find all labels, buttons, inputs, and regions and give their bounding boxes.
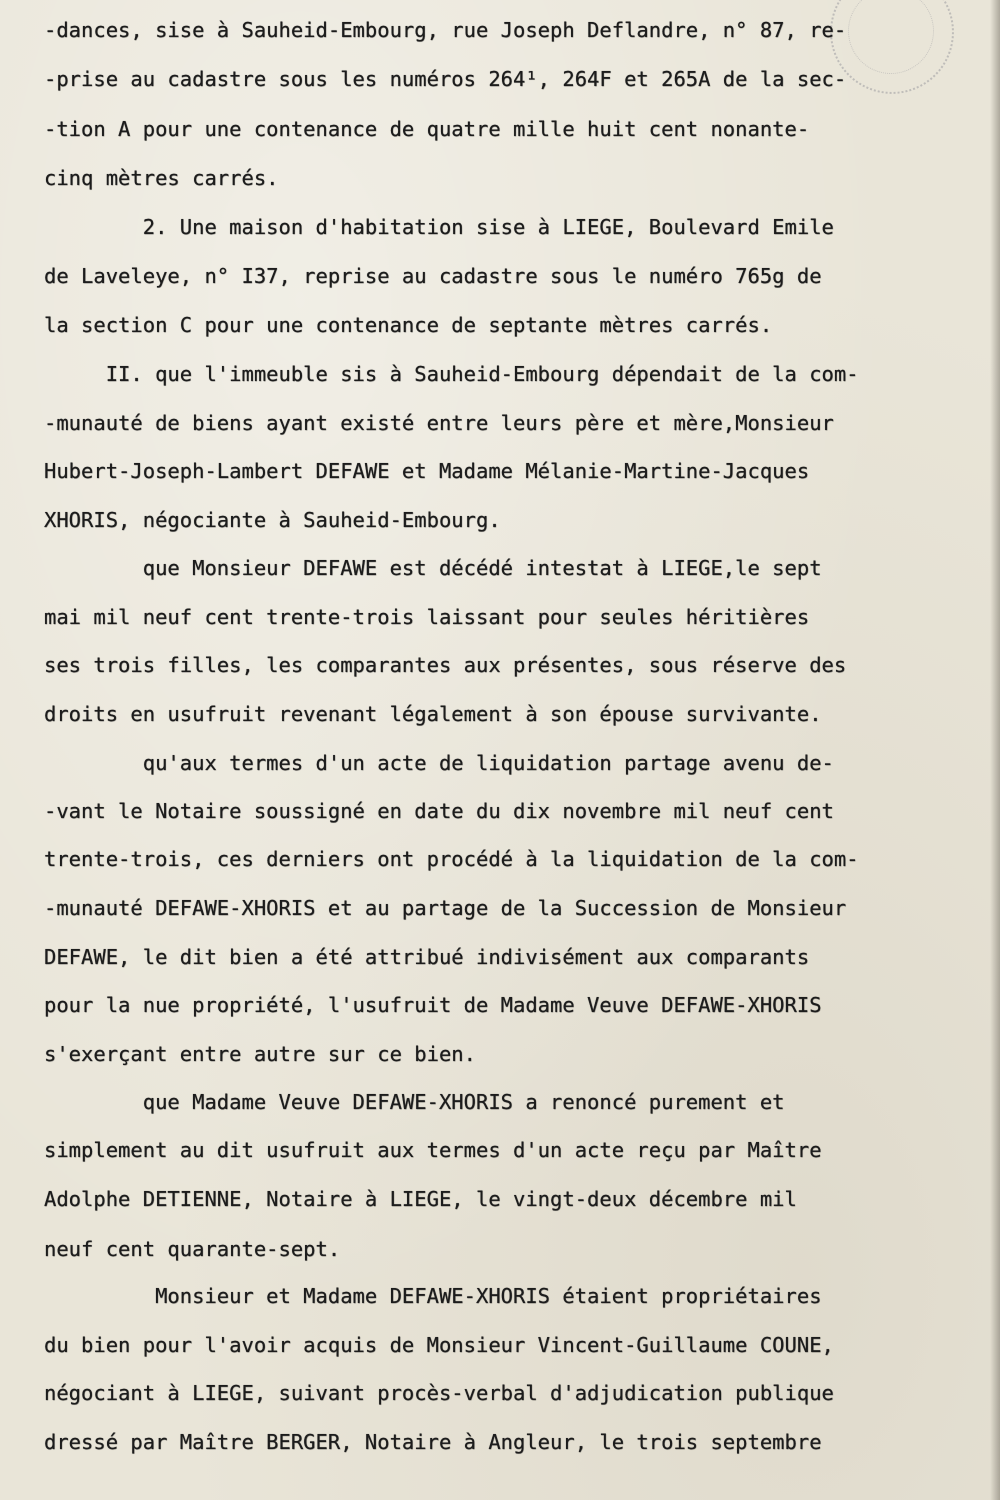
text-line: de Laveleye, n° I37, reprise au cadastre sous le numéro 765g de — [44, 264, 822, 288]
text-line: -dances, sise à Sauheid-Embourg, rue Joseph Deflandre, n° 87, re- — [44, 18, 847, 42]
text-line: ses trois filles, les comparantes aux présentes, sous réserve des — [44, 653, 847, 677]
text-line: Adolphe DETIENNE, Notaire à LIEGE, le vingt-deux décembre mil — [44, 1187, 797, 1211]
text-line: -vant le Notaire soussigné en date du dix novembre mil neuf cent — [44, 799, 834, 823]
text-line: qu'aux termes d'un acte de liquidation partage avenu de- — [44, 751, 834, 775]
text-line: -munauté de biens ayant existé entre leurs père et mère,Monsieur — [44, 411, 834, 435]
text-line: 2. Une maison d'habitation sise à LIEGE, Boulevard Emile — [44, 215, 834, 239]
text-line: neuf cent quarante-sept. — [44, 1237, 341, 1261]
text-line: du bien pour l'avoir acquis de Monsieur Vincent-Guillaume COUNE, — [44, 1333, 834, 1357]
text-line: -munauté DEFAWE-XHORIS et au partage de la Succession de Monsieur — [44, 896, 847, 920]
text-line: s'exerçant entre autre sur ce bien. — [44, 1042, 476, 1066]
text-line: simplement au dit usufruit aux termes d'un acte reçu par Maître — [44, 1138, 822, 1162]
text-line: -tion A pour une contenance de quatre mille huit cent nonante- — [44, 117, 810, 141]
text-line: DEFAWE, le dit bien a été attribué indivisément aux comparants — [44, 945, 810, 969]
text-line: la section C pour une contenance de septante mètres carrés. — [44, 313, 773, 337]
text-line: -prise au cadastre sous les numéros 264¹, 264F et 265A de la sec- — [44, 67, 847, 91]
text-line: mai mil neuf cent trente-trois laissant pour seules héritières — [44, 605, 810, 629]
text-line: négociant à LIEGE, suivant procès-verbal d'adjudication publique — [44, 1381, 834, 1405]
text-line: XHORIS, négociante à Sauheid-Embourg. — [44, 508, 501, 532]
text-line: cinq mètres carrés. — [44, 166, 279, 190]
text-line: dressé par Maître BERGER, Notaire à Angleur, le trois septembre — [44, 1430, 822, 1454]
text-line: que Monsieur DEFAWE est décédé intestat à LIEGE,le sept — [44, 556, 822, 580]
text-line: que Madame Veuve DEFAWE-XHORIS a renoncé purement et — [44, 1090, 785, 1114]
text-line: Monsieur et Madame DEFAWE-XHORIS étaient propriétaires — [44, 1284, 822, 1308]
text-line: Hubert-Joseph-Lambert DEFAWE et Madame Mélanie-Martine-Jacques — [44, 459, 810, 483]
text-line: droits en usufruit revenant légalement à son épouse survivante. — [44, 702, 822, 726]
text-line: pour la nue propriété, l'usufruit de Madame Veuve DEFAWE-XHORIS — [44, 993, 822, 1017]
text-line: II. que l'immeuble sis à Sauheid-Embourg dépendait de la com- — [44, 362, 859, 386]
text-line: trente-trois, ces derniers ont procédé à la liquidation de la com- — [44, 847, 859, 871]
page-edge-shadow — [990, 0, 1000, 1500]
